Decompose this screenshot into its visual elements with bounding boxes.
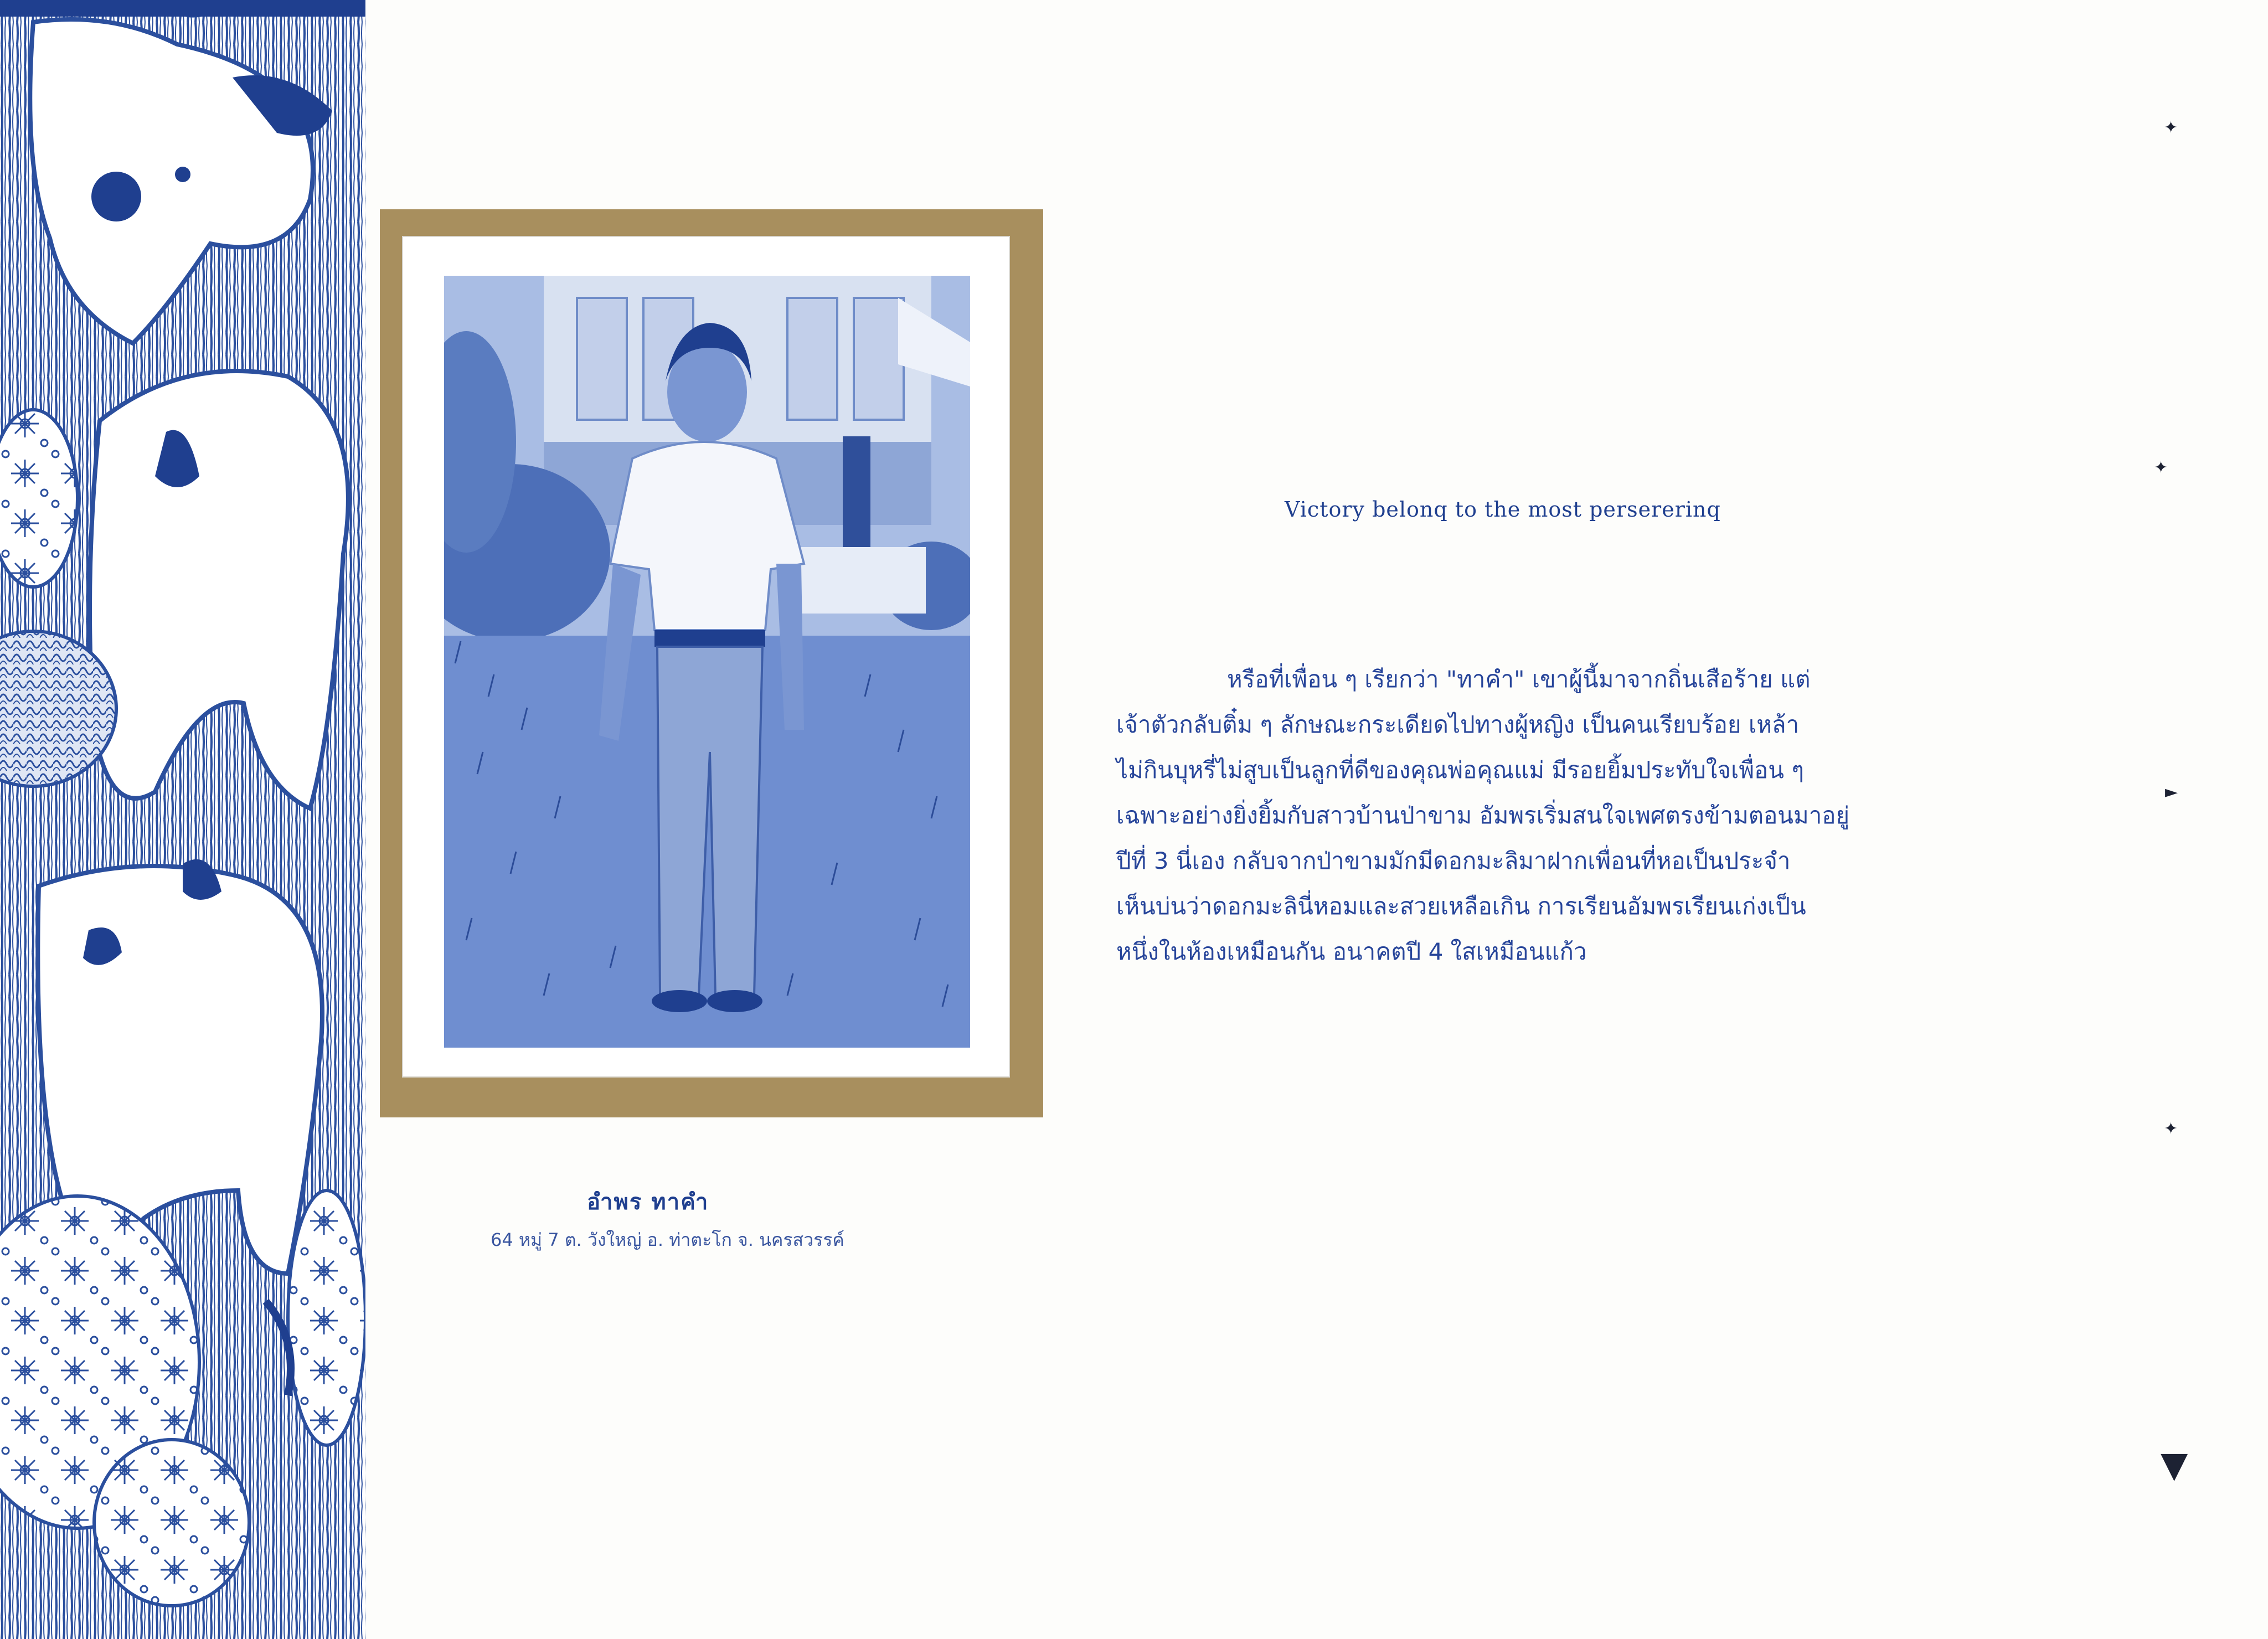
bio-line: เห็นบ่นว่าดอกมะลินี่หอมและสวยเหลือเกิน การเรียนอัมพรเรียนเก่งเป็น <box>1116 893 1806 920</box>
bio-line: เฉพาะอย่างยิ่งยิ้มกับสาวบ้านป่าขาม อัมพรเริ่มสนใจเพศตรงข้ามตอนมาอยู่ <box>1116 802 1850 829</box>
biography-paragraph <box>1116 657 1903 975</box>
photo-border <box>402 236 1010 1078</box>
punch-mark-icon: ✦ <box>2164 118 2178 137</box>
punch-mark-icon: ✦ <box>2164 1119 2178 1138</box>
bio-line: หรือที่เพื่อน ๆ เรียกว่า "ทาคำ" เขาผู้นี้มาจากถิ่นเสือร้าย แต่ <box>1227 666 1811 693</box>
punch-mark-icon: ✦ <box>2154 458 2168 477</box>
portrait-photo <box>444 276 970 1048</box>
portrait-photo-drawing <box>444 276 970 1048</box>
bio-line: หนึ่งในห้องเหมือนกัน อนาคตปี 4 ใสเหมือนแก้ว <box>1116 938 1587 965</box>
bio-line: ปีที่ 3 นี่เอง กลับจากป่าขามมักมีดอกมะลิมาฝากเพื่อนที่หอเป็นประจำ <box>1116 847 1791 874</box>
bio-line: ไม่กินบุหรี่ไม่สูบเป็นลูกที่ดีของคุณพ่อคุณแม่ มีรอยยิ้มประทับใจเพื่อน ๆ <box>1116 756 1804 784</box>
student-name: อำพร ทาคำ <box>587 1189 709 1215</box>
motto: Victory belonq to the most persererinq <box>1285 497 1721 522</box>
decorative-illustration-strip <box>0 0 365 1639</box>
photo-mount <box>380 209 1043 1117</box>
punch-mark-icon: ▼ <box>2161 1445 2188 1486</box>
bio-line: เจ้าตัวกลับติ๋ม ๆ ลักษณะกระเดียดไปทางผู้หญิง เป็นคนเรียบร้อย เหล้า <box>1116 711 1800 738</box>
student-address: 64 หมู่ 7 ต. วังใหญ่ อ. ท่าตะโก จ. นครสวรรค์ <box>491 1229 844 1250</box>
punch-mark-icon: ► <box>2165 782 2178 802</box>
cattle-illustration <box>0 0 365 1639</box>
